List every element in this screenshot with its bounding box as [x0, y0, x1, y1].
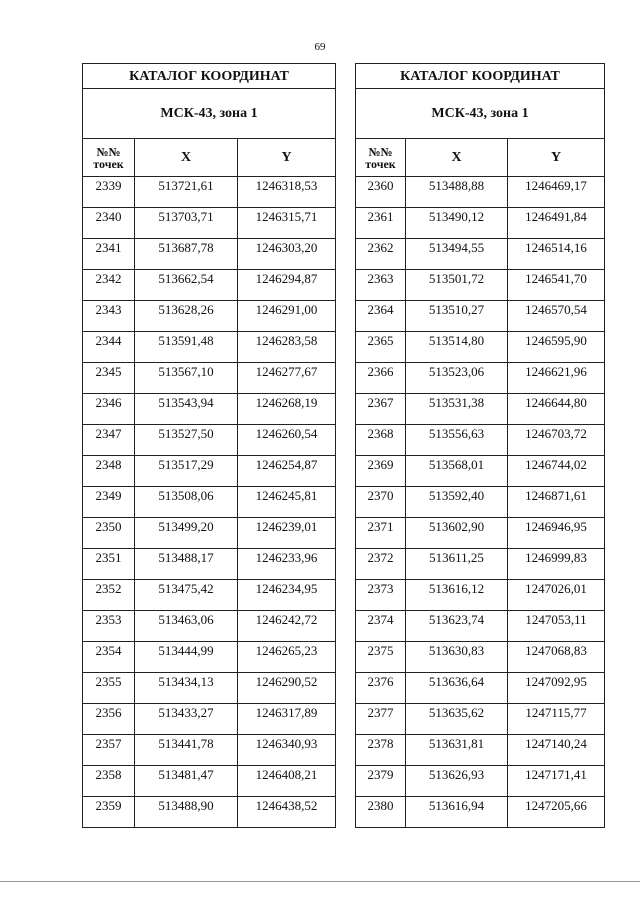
y-coordinate-cell: 1246621,96	[508, 363, 605, 394]
y-coordinate-cell: 1246541,70	[508, 270, 605, 301]
x-coordinate-cell: 513556,63	[406, 425, 508, 456]
point-number-cell: 2368	[356, 425, 406, 456]
column-header-y: Y	[238, 139, 336, 177]
table-row	[83, 704, 336, 735]
point-number-cell: 2347	[83, 425, 135, 456]
x-coordinate-cell: 513611,25	[406, 549, 508, 580]
x-coordinate-cell: 513703,71	[135, 208, 238, 239]
table-row	[356, 735, 605, 766]
x-coordinate-cell: 513433,27	[135, 704, 238, 735]
point-number-cell: 2376	[356, 673, 406, 704]
y-coordinate-cell: 1247115,77	[508, 704, 605, 735]
x-coordinate-cell: 513488,88	[406, 177, 508, 208]
table-title: КАТАЛОГ КООРДИНАТ	[83, 64, 336, 89]
point-number-cell: 2380	[356, 797, 406, 828]
y-coordinate-cell: 1247205,66	[508, 797, 605, 828]
y-coordinate-cell: 1246491,84	[508, 208, 605, 239]
point-number-cell: 2353	[83, 611, 135, 642]
point-number-cell: 2342	[83, 270, 135, 301]
table-row	[356, 642, 605, 673]
x-coordinate-cell: 513616,12	[406, 580, 508, 611]
y-coordinate-cell: 1246268,19	[238, 394, 336, 425]
table-row	[356, 270, 605, 301]
point-number-cell: 2360	[356, 177, 406, 208]
point-number-cell: 2357	[83, 735, 135, 766]
x-coordinate-cell: 513531,38	[406, 394, 508, 425]
point-number-cell: 2373	[356, 580, 406, 611]
y-coordinate-cell: 1246644,80	[508, 394, 605, 425]
point-number-cell: 2363	[356, 270, 406, 301]
y-coordinate-cell: 1246315,71	[238, 208, 336, 239]
y-coordinate-cell: 1246744,02	[508, 456, 605, 487]
x-coordinate-cell: 513463,06	[135, 611, 238, 642]
x-coordinate-cell: 513626,93	[406, 766, 508, 797]
y-coordinate-cell: 1247068,83	[508, 642, 605, 673]
y-coordinate-cell: 1246254,87	[238, 456, 336, 487]
table-row	[356, 301, 605, 332]
y-coordinate-cell: 1246438,52	[238, 797, 336, 828]
y-coordinate-cell: 1246408,21	[238, 766, 336, 797]
point-number-cell: 2339	[83, 177, 135, 208]
point-number-cell: 2356	[83, 704, 135, 735]
y-coordinate-cell: 1246703,72	[508, 425, 605, 456]
point-number-cell: 2349	[83, 487, 135, 518]
x-coordinate-cell: 513616,94	[406, 797, 508, 828]
x-coordinate-cell: 513441,78	[135, 735, 238, 766]
table-row	[356, 673, 605, 704]
table-subtitle: МСК-43, зона 1	[83, 89, 336, 139]
x-coordinate-cell: 513434,13	[135, 673, 238, 704]
table-row	[356, 456, 605, 487]
point-number-cell: 2372	[356, 549, 406, 580]
y-coordinate-cell: 1247092,95	[508, 673, 605, 704]
table-body	[83, 177, 336, 828]
table-row	[83, 797, 336, 828]
x-coordinate-cell: 513527,50	[135, 425, 238, 456]
x-coordinate-cell: 513662,54	[135, 270, 238, 301]
table-row	[356, 487, 605, 518]
x-coordinate-cell: 513630,83	[406, 642, 508, 673]
x-coordinate-cell: 513568,01	[406, 456, 508, 487]
point-number-cell: 2358	[83, 766, 135, 797]
x-coordinate-cell: 513687,78	[135, 239, 238, 270]
point-number-cell: 2364	[356, 301, 406, 332]
y-coordinate-cell: 1247140,24	[508, 735, 605, 766]
x-coordinate-cell: 513635,62	[406, 704, 508, 735]
table-row	[83, 487, 336, 518]
y-coordinate-cell: 1246290,52	[238, 673, 336, 704]
x-coordinate-cell: 513501,72	[406, 270, 508, 301]
column-header-point-number: №№ точек	[356, 139, 406, 177]
point-number-cell: 2371	[356, 518, 406, 549]
point-number-cell: 2362	[356, 239, 406, 270]
y-coordinate-cell: 1246340,93	[238, 735, 336, 766]
x-coordinate-cell: 513481,47	[135, 766, 238, 797]
y-coordinate-cell: 1246239,01	[238, 518, 336, 549]
y-coordinate-cell: 1247053,11	[508, 611, 605, 642]
x-coordinate-cell: 513490,12	[406, 208, 508, 239]
y-coordinate-cell: 1246570,54	[508, 301, 605, 332]
table-row	[356, 766, 605, 797]
table-row	[83, 580, 336, 611]
column-header-x: X	[406, 139, 508, 177]
point-number-cell: 2350	[83, 518, 135, 549]
y-coordinate-cell: 1246469,17	[508, 177, 605, 208]
table-row	[83, 642, 336, 673]
table-row	[83, 208, 336, 239]
x-coordinate-cell: 513623,74	[406, 611, 508, 642]
point-number-cell: 2379	[356, 766, 406, 797]
x-coordinate-cell: 513628,26	[135, 301, 238, 332]
x-coordinate-cell: 513567,10	[135, 363, 238, 394]
point-number-cell: 2361	[356, 208, 406, 239]
x-coordinate-cell: 513510,27	[406, 301, 508, 332]
point-number-cell: 2352	[83, 580, 135, 611]
point-number-cell: 2359	[83, 797, 135, 828]
point-number-cell: 2343	[83, 301, 135, 332]
table-row	[83, 177, 336, 208]
table-title: КАТАЛОГ КООРДИНАТ	[356, 64, 605, 89]
point-number-cell: 2375	[356, 642, 406, 673]
table-body	[356, 177, 605, 828]
table-subtitle: МСК-43, зона 1	[356, 89, 605, 139]
point-number-cell: 2355	[83, 673, 135, 704]
y-coordinate-cell: 1246291,00	[238, 301, 336, 332]
table-row	[83, 549, 336, 580]
point-number-cell: 2346	[83, 394, 135, 425]
point-number-cell: 2351	[83, 549, 135, 580]
x-coordinate-cell: 513543,94	[135, 394, 238, 425]
table-row	[356, 797, 605, 828]
y-coordinate-cell: 1246303,20	[238, 239, 336, 270]
x-coordinate-cell: 513488,90	[135, 797, 238, 828]
table-row	[83, 363, 336, 394]
x-coordinate-cell: 513475,42	[135, 580, 238, 611]
point-number-cell: 2341	[83, 239, 135, 270]
y-coordinate-cell: 1246245,81	[238, 487, 336, 518]
point-number-cell: 2365	[356, 332, 406, 363]
point-number-cell: 2354	[83, 642, 135, 673]
x-coordinate-cell: 513508,06	[135, 487, 238, 518]
table-row	[356, 239, 605, 270]
y-coordinate-cell: 1246283,58	[238, 332, 336, 363]
table-row	[83, 766, 336, 797]
y-coordinate-cell: 1246234,95	[238, 580, 336, 611]
y-coordinate-cell: 1246260,54	[238, 425, 336, 456]
table-row	[356, 425, 605, 456]
y-coordinate-cell: 1246265,23	[238, 642, 336, 673]
table-row	[83, 518, 336, 549]
point-number-cell: 2374	[356, 611, 406, 642]
y-coordinate-cell: 1246946,95	[508, 518, 605, 549]
table-row	[356, 611, 605, 642]
y-coordinate-cell: 1246318,53	[238, 177, 336, 208]
table-row	[356, 704, 605, 735]
x-coordinate-cell: 513721,61	[135, 177, 238, 208]
table-row	[83, 735, 336, 766]
x-coordinate-cell: 513499,20	[135, 518, 238, 549]
table-row	[83, 456, 336, 487]
column-header-x: X	[135, 139, 238, 177]
table-row	[356, 549, 605, 580]
y-coordinate-cell: 1246871,61	[508, 487, 605, 518]
y-coordinate-cell: 1246277,67	[238, 363, 336, 394]
point-number-cell: 2367	[356, 394, 406, 425]
y-coordinate-cell: 1246514,16	[508, 239, 605, 270]
x-coordinate-cell: 513592,40	[406, 487, 508, 518]
x-coordinate-cell: 513591,48	[135, 332, 238, 363]
y-coordinate-cell: 1246999,83	[508, 549, 605, 580]
table-row	[356, 580, 605, 611]
table-row	[356, 394, 605, 425]
coordinates-table-left	[82, 63, 336, 828]
x-coordinate-cell: 513444,99	[135, 642, 238, 673]
y-coordinate-cell: 1247026,01	[508, 580, 605, 611]
x-coordinate-cell: 513517,29	[135, 456, 238, 487]
point-number-cell: 2348	[83, 456, 135, 487]
table-row	[83, 673, 336, 704]
x-coordinate-cell: 513488,17	[135, 549, 238, 580]
point-number-cell: 2369	[356, 456, 406, 487]
table-row	[356, 208, 605, 239]
table-row	[356, 177, 605, 208]
x-coordinate-cell: 513636,64	[406, 673, 508, 704]
table-row	[83, 425, 336, 456]
page-number: 69	[314, 41, 326, 53]
y-coordinate-cell: 1246242,72	[238, 611, 336, 642]
y-coordinate-cell: 1246294,87	[238, 270, 336, 301]
table-row	[83, 239, 336, 270]
x-coordinate-cell: 513631,81	[406, 735, 508, 766]
point-number-cell: 2344	[83, 332, 135, 363]
point-number-cell: 2378	[356, 735, 406, 766]
column-header-point-number: №№ точек	[83, 139, 135, 177]
table-row	[83, 332, 336, 363]
point-number-cell: 2345	[83, 363, 135, 394]
table-row	[83, 611, 336, 642]
point-number-cell: 2370	[356, 487, 406, 518]
table-row	[83, 301, 336, 332]
x-coordinate-cell: 513523,06	[406, 363, 508, 394]
point-number-cell: 2340	[83, 208, 135, 239]
y-coordinate-cell: 1247171,41	[508, 766, 605, 797]
x-coordinate-cell: 513602,90	[406, 518, 508, 549]
y-coordinate-cell: 1246317,89	[238, 704, 336, 735]
x-coordinate-cell: 513494,55	[406, 239, 508, 270]
table-row	[356, 518, 605, 549]
table-row	[356, 332, 605, 363]
x-coordinate-cell: 513514,80	[406, 332, 508, 363]
table-row	[83, 270, 336, 301]
table-row	[83, 394, 336, 425]
column-header-y: Y	[508, 139, 605, 177]
footer-divider	[0, 881, 640, 882]
y-coordinate-cell: 1246595,90	[508, 332, 605, 363]
point-number-cell: 2366	[356, 363, 406, 394]
point-number-cell: 2377	[356, 704, 406, 735]
table-row	[356, 363, 605, 394]
y-coordinate-cell: 1246233,96	[238, 549, 336, 580]
coordinates-table-right	[355, 63, 605, 828]
